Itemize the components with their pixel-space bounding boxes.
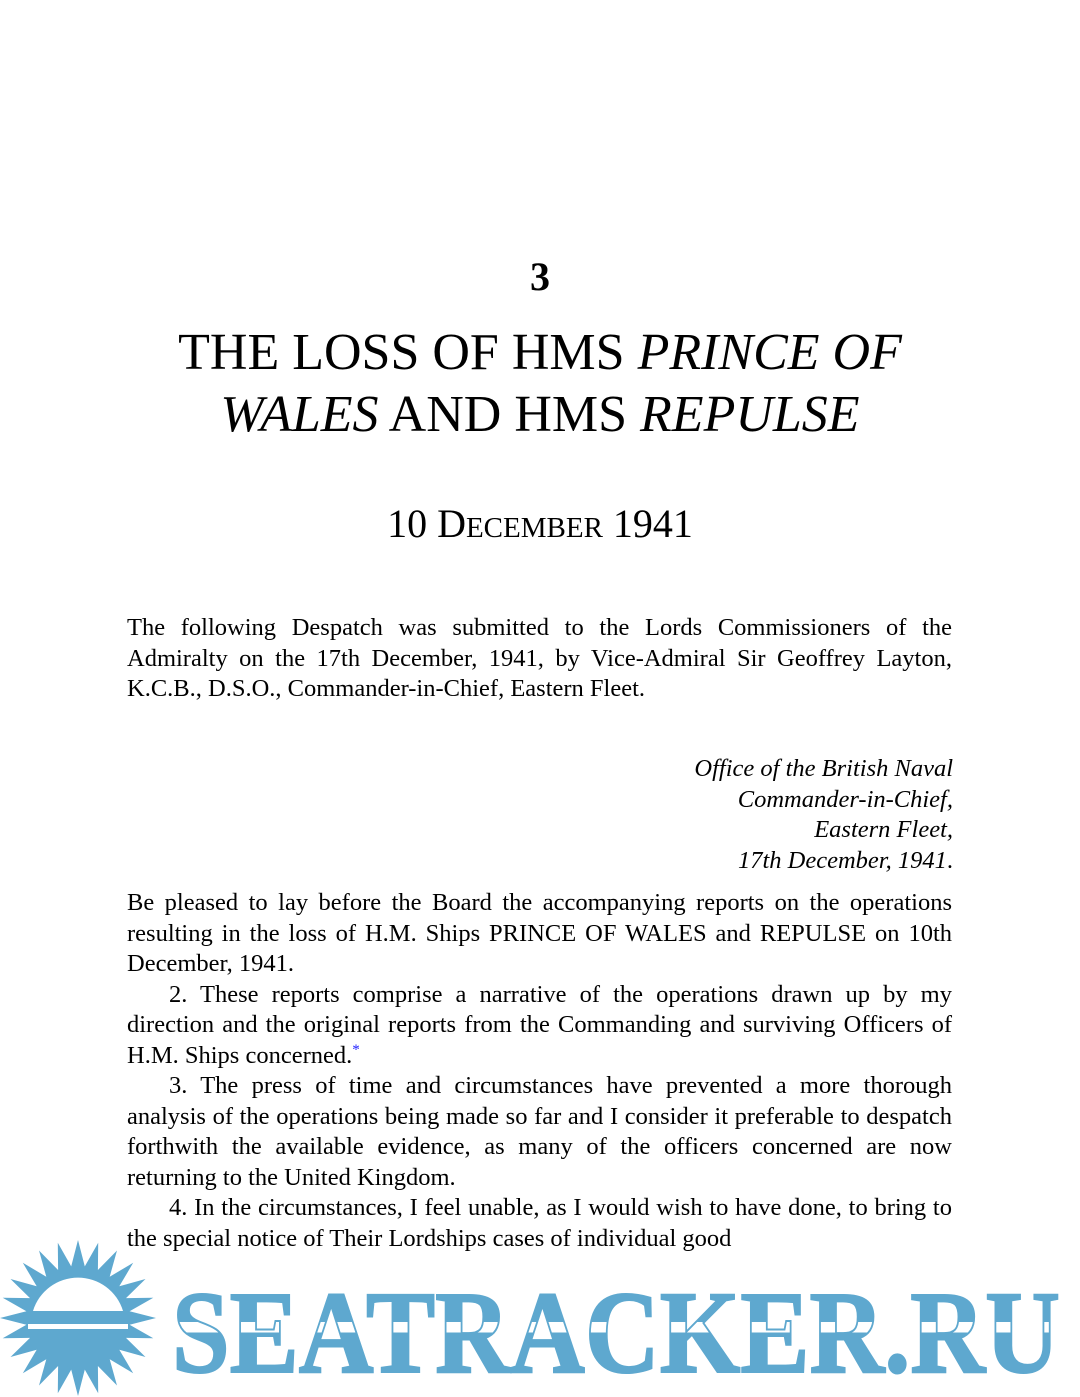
paragraph-2: 2. These reports comprise a narrative of the operations drawn up by my direction and the original reports from the Commanding and surviving Officers of H.M. Ships concerned.* [127, 980, 952, 1069]
date-day: 10 D [387, 501, 466, 546]
chapter-title [120, 322, 960, 446]
chapter-number: 3 [530, 254, 550, 299]
sun-logo-icon [0, 1240, 156, 1396]
paragraph-4: 4. In the circumstances, I feel unable, as I would wish to have done, to bring to the special notice of Their Lordships cases of individual good [127, 1194, 952, 1252]
intro-paragraph: The following Despatch was submitted to the Lords Commissioners of the Admiralty on the 17th December, 1941, by Vice-Admiral Sir Geoffrey Layton, K.C.B., D.S.O., Commander-in-Chief, Eastern Fleet. [127, 614, 952, 702]
footnote-link[interactable]: * [352, 1041, 360, 1058]
watermark-text: SEATRACKER.RU [172, 1267, 1060, 1396]
address-line: Eastern Fleet, [814, 816, 953, 843]
letter-address [560, 754, 953, 876]
title-text-2: AND HMS [378, 386, 641, 443]
despatch-body [127, 888, 952, 1254]
paragraph-3: 3. The press of time and circumstances have prevented a more thorough analysis of the operations being made so far and I consider it preferable to despatch forthwith the available evidence, as many of the officers concerned are now returning to the United Kingdom. [127, 1072, 952, 1191]
date-month: ECEMBER [465, 512, 603, 544]
paragraph-1: Be pleased to lay before the Board the accompanying reports on the operations resulting in the loss of H.M. Ships PRINCE OF WALES and REPULSE on 10th December, 1941. [127, 889, 952, 977]
title-ship-1: PRINCE OF WALES [220, 324, 902, 443]
date-year: 1941 [602, 501, 693, 546]
title-ship-2: REPULSE [640, 386, 860, 443]
chapter-date [0, 500, 1080, 552]
address-line: Office of the British Naval [694, 755, 953, 782]
address-line-date: 17th December, 1941. [737, 846, 953, 874]
seatracker-watermark [0, 1236, 1080, 1396]
title-text-1: THE LOSS OF HMS [178, 324, 638, 381]
address-line: Commander-in-Chief, [737, 785, 953, 813]
